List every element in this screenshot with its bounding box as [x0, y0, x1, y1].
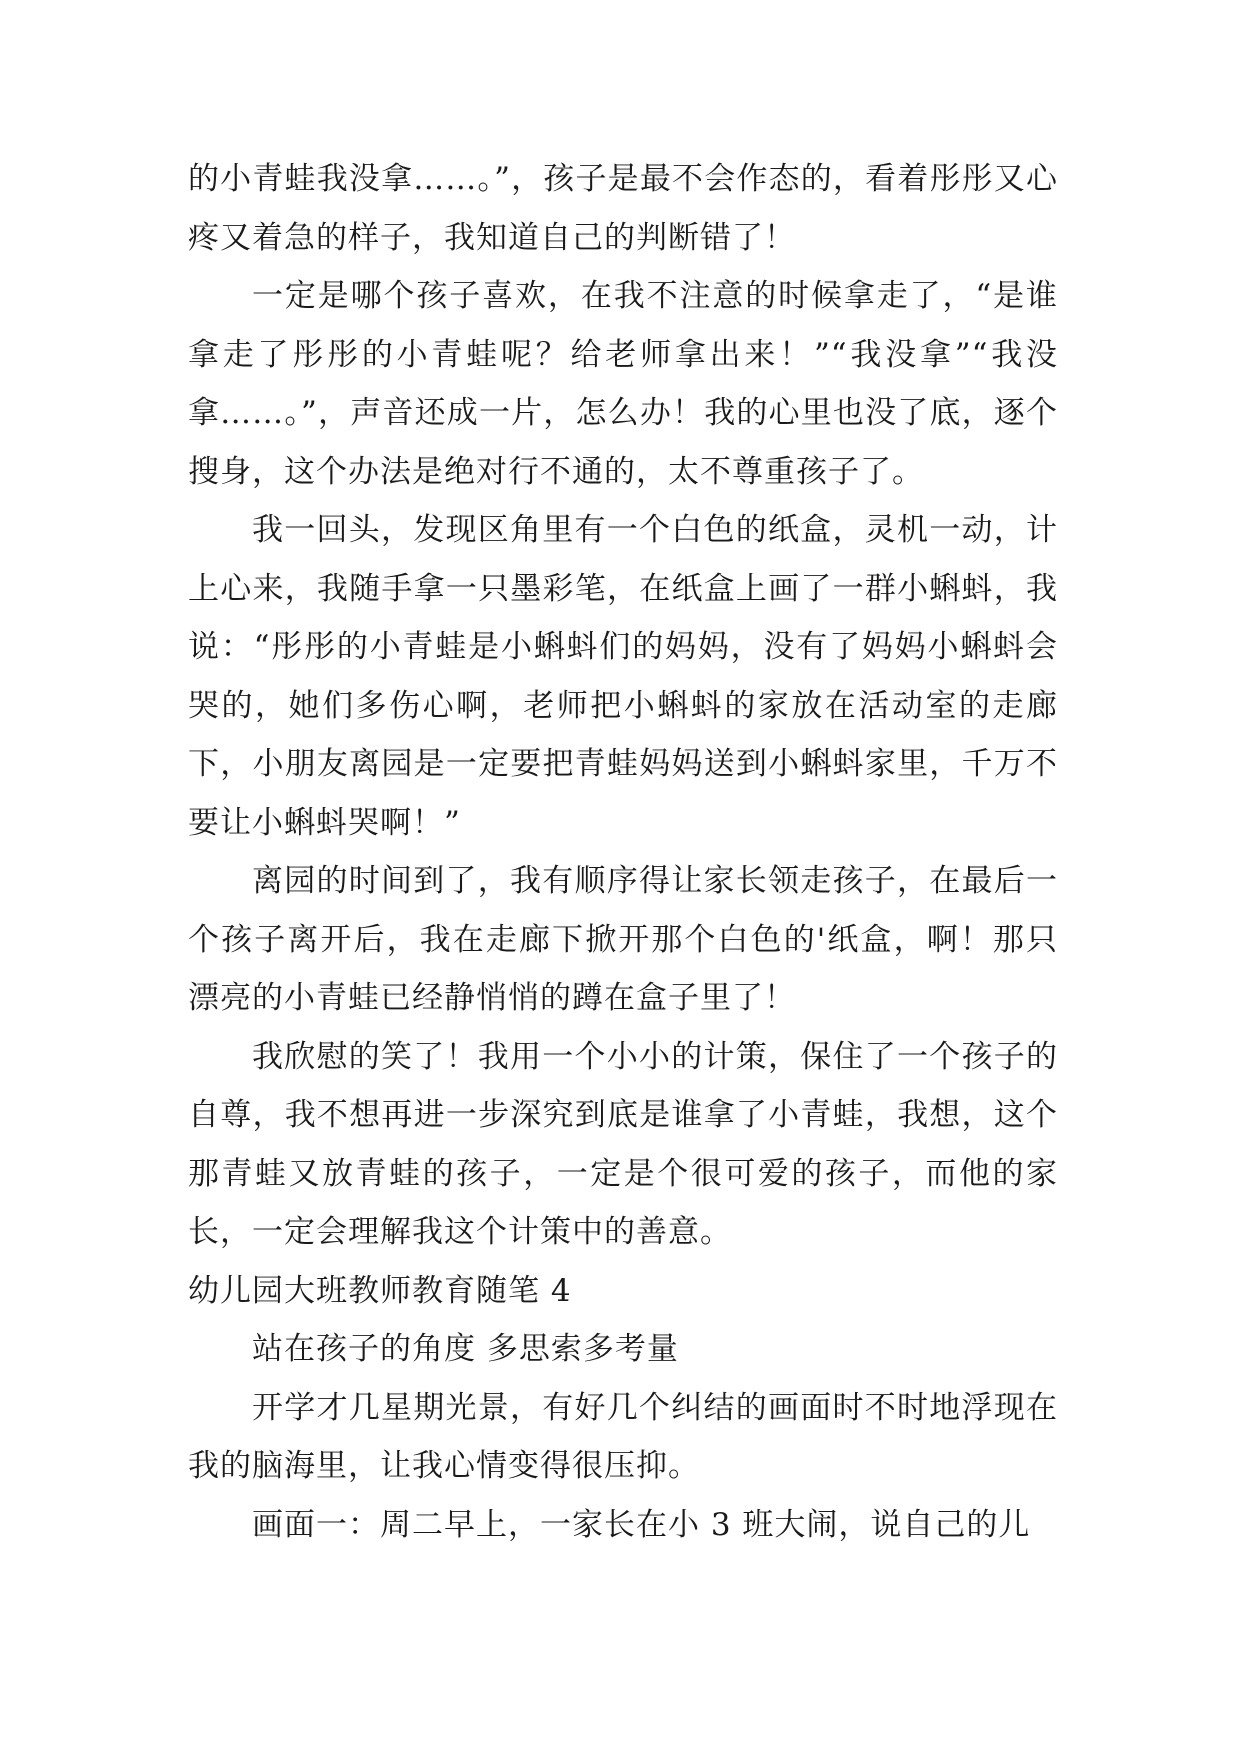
- paragraph: 一定是哪个孩子喜欢，在我不注意的时候拿走了，“是谁拿走了彤彤的小青蛙呢？给老师拿出来！”“我没拿”“我没拿……。”，声音还成一片，怎么办！我的心里也没了底，逐个搜身，这个办法是绝对行不通的，太不尊重孩子了。: [188, 278, 1058, 490]
- paragraph: 画面一：周二早上，一家长在小 3 班大闹，说自己的儿: [252, 1506, 1031, 1543]
- document-body: [188, 150, 1058, 1554]
- paragraph-continuation: 的小青蛙我没拿……。”，孩子是最不会作态的，看着彤彤又心疼又着急的样子，我知道自己的判断错了！: [188, 161, 1058, 256]
- section-subtitle: 站在孩子的角度 多思索多考量: [252, 1331, 679, 1367]
- paragraph: 开学才几星期光景，有好几个纠结的画面时不时地浮现在我的脑海里，让我心情变得很压抑。: [188, 1389, 1058, 1484]
- section-heading: 幼儿园大班教师教育随笔 4: [188, 1272, 572, 1309]
- paragraph: 我欣慰的笑了！我用一个小小的计策，保住了一个孩子的自尊，我不想再进一步深究到底是谁拿了小青蛙，我想，这个那青蛙又放青蛙的孩子，一定是个很可爱的孩子，而他的家长，一定会理解我这个计策中的善意。: [188, 1038, 1058, 1250]
- paragraph: 我一回头，发现区角里有一个白色的纸盒，灵机一动，计上心来，我随手拿一只墨彩笔，在纸盒上画了一群小蝌蚪，我说：“彤彤的小青蛙是小蝌蚪们的妈妈，没有了妈妈小蝌蚪会哭的，她们多伤心啊，老师把小蝌蚪的家放在活动室的走廊下，小朋友离园是一定要把青蛙妈妈送到小蝌蚪家里，千万不要让小蝌蚪哭啊！”: [188, 512, 1058, 841]
- paragraph: 离园的时间到了，我有顺序得让家长领走孩子，在最后一个孩子离开后，我在走廊下掀开那个白色的'纸盒，啊！那只漂亮的小青蛙已经静悄悄的蹲在盒子里了！: [188, 863, 1058, 1016]
